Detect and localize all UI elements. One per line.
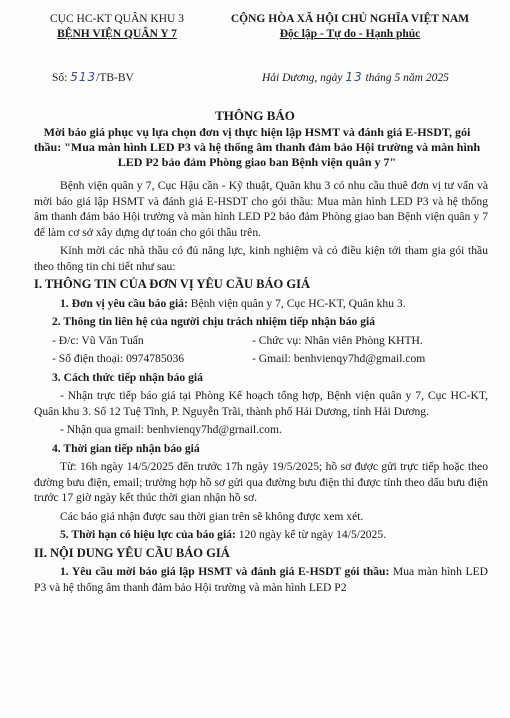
motto: Độc lập - Tự do - Hạnh phúc: [279, 28, 421, 40]
section-1-heading: I. THÔNG TIN CỦA ĐƠN VỊ YÊU CẦU BÁO GIÁ: [34, 277, 310, 291]
contact-phone: - Số điện thoại: 0974785036: [52, 352, 185, 365]
document-number: Số: 513/TB-BV: [52, 70, 134, 84]
issuer-block: [22, 12, 212, 42]
contact-role: - Chức vụ: Nhân viên Phòng KHTH.: [252, 333, 423, 347]
contact-email: - Gmail: benhvienqy7hd@gmail.com: [252, 352, 426, 365]
document-subtitle: Mời báo giá phục vụ lựa chọn đơn vị thực hiện lập HSMT và đánh giá E-HSDT, gói thầu: "Mua màn hình LED P3 và hệ thống âm thanh đảm bảo Hội trường và màn hình LED P2 bảo đảm Phòng giao ban Bệnh viện quân y 7": [33, 125, 481, 169]
contact-row-1: [34, 333, 488, 349]
handwritten-number: 513: [70, 70, 97, 84]
country-name: CỘNG HÒA XÃ HỘI CHỦ NGHĨA VIỆT NAM: [230, 13, 470, 25]
invitation-paragraph: Kính mời các nhà thầu có đủ năng lực, kinh nghiệm và có điều kiện tới tham gia gói thầu theo thông tin chi tiết như sau:: [34, 244, 488, 273]
receipt-time-text: Từ: 16h ngày 14/5/2025 đến trước 17h ngày 19/5/2025; hồ sơ được gửi trực tiếp hoặc theo đường bưu điện, email; trường hợp hồ sơ gửi qua đường bưu điện thì được tính theo dấu bưu điện trước 17 giờ ngày kết thúc thời gian nhận hồ sơ.: [34, 460, 488, 504]
quote-validity: 5. Thời hạn có hiệu lực của báo giá: 120 ngày kể từ ngày 14/5/2025.: [60, 528, 387, 541]
section-2-heading: II. NỘI DUNG YÊU CẦU BÁO GIÁ: [34, 545, 230, 560]
contact-heading: 2. Thông tin liên hệ của người chịu trách nhiệm tiếp nhận báo giá: [52, 315, 376, 328]
receipt-time-heading: 4. Thời gian tiếp nhận báo giá: [52, 441, 200, 455]
document-title: THÔNG BÁO: [215, 108, 295, 123]
issuer-parent: CỤC HC-KT QUÂN KHU 3: [50, 13, 184, 25]
receipt-method-heading: 3. Cách thức tiếp nhận báo giá: [52, 370, 203, 384]
document-date: Hải Dương, ngày 13 tháng 5 năm 2025: [262, 70, 449, 84]
receipt-direct: - Nhận trực tiếp báo giá tại Phòng Kế hoạch tổng hợp, Bệnh viện quân y 7, Cục HC-KT, Quân khu 3. Số 12 Tuệ Tĩnh, P. Nguyễn Trãi, thành phố Hải Dương, tỉnh Hải Dương.: [34, 389, 488, 418]
contact-name: - Đ/c: Vũ Văn Tuấn: [52, 333, 144, 347]
contact-row-2: [34, 351, 488, 367]
handwritten-day: 13: [345, 70, 363, 84]
document-header: [0, 12, 510, 82]
document-body: [34, 178, 488, 598]
request-content: 1. Yêu cầu mời báo giá lập HSMT và đánh giá E-HSDT gói thầu: Mua màn hình LED P3 và hệ thống âm thanh đảm bảo Hội trường và màn hình LED P2: [34, 565, 488, 594]
requesting-unit: 1. Đơn vị yêu cầu báo giá: Bệnh viện quân y 7, Cục HC-KT, Quân khu 3.: [60, 296, 406, 310]
national-motto-block: [200, 12, 500, 42]
issuer-name: BỆNH VIỆN QUÂN Y 7: [57, 28, 177, 40]
receipt-email: - Nhận qua gmail: benhvienqy7hd@grnail.com.: [60, 423, 282, 436]
intro-paragraph: Bệnh viện quân y 7, Cục Hậu cần - Kỹ thuật, Quân khu 3 có nhu cầu thuê đơn vị tư vấn và mời báo giá lập HSMT và đánh giá E-HSDT cho gói thầu: Mua màn hình LED P3 và hệ thống âm thanh đảm bảo Hội trường và màn hình LED P2 bảo đảm Phòng giao ban Bệnh viện quân y 7 để làm cơ sở xây dựng dự toán cho gói thầu trên.: [34, 179, 488, 239]
late-quotes-note: Các báo giá nhận được sau thời gian trên sẽ không được xem xét.: [60, 509, 364, 523]
